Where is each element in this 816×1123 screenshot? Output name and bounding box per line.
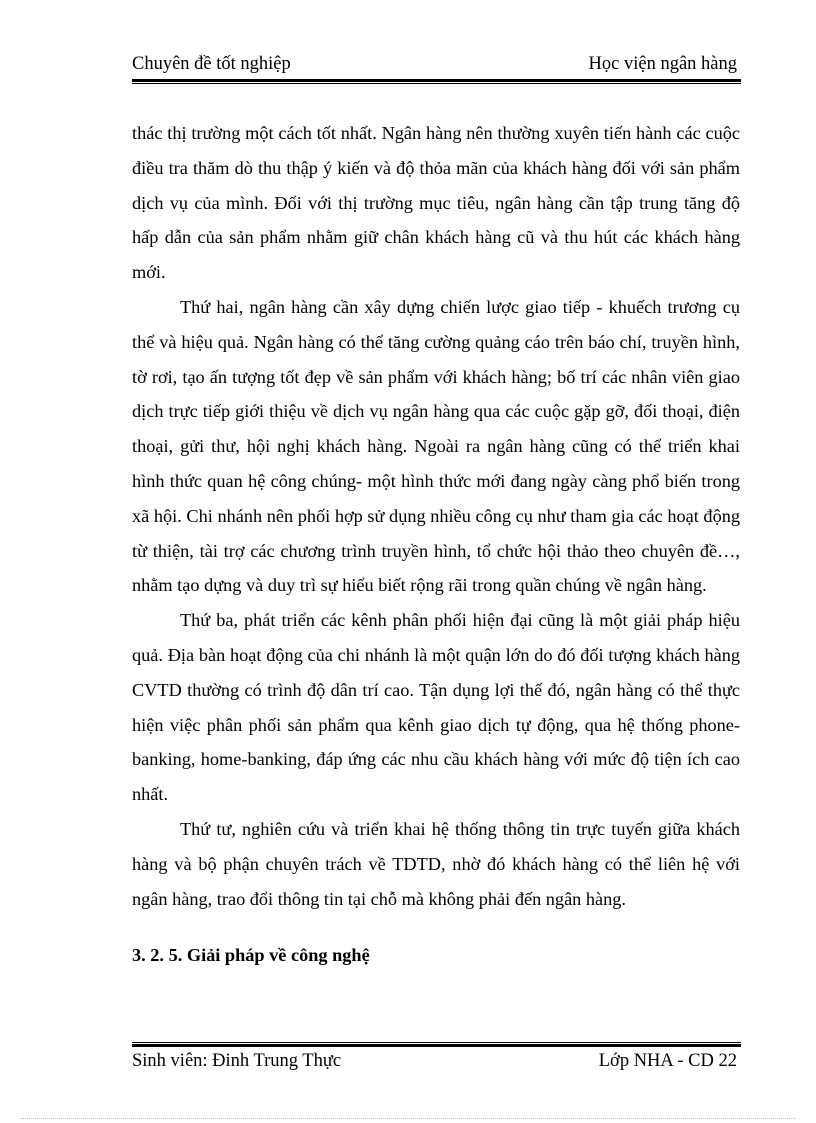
paragraph-continuation: thác thị trường một cách tốt nhất. Ngân hàng nên thường xuyên tiến hành các cuộc điều tra thăm dò thu thập ý kiến và độ thỏa mãn của khách hàng đối với sản phẩm dịch vụ của mình. Đối với thị trường mục tiêu, ngân hàng cần tập trung tăng độ hấp dẫn của sản phẩm nhằm giữ chân khách hàng cũ và thu hút các khách hàng mới. [132,123,740,283]
section-heading: 3. 2. 5. Giải pháp về công nghệ [132,945,370,965]
header-document-type: Chuyên đề tốt nghiệp [132,54,291,74]
paragraph-third-solution: Thứ ba, phát triển các kênh phân phối hiện đại cũng là một giải pháp hiệu quả. Địa bàn hoạt động của chi nhánh là một quận lớn do đó đối tượng khách hàng CVTD thường có trình độ dân trí cao. Tận dụng lợi thế đó, ngân hàng có thể thực hiện việc phân phối sản phẩm qua kênh giao dịch tự động, qua hệ thống phone-banking, home-banking, đáp ứng các nhu cầu khách hàng với mức độ tiện ích cao nhất. [132,610,740,805]
paragraph-second-solution: Thứ hai, ngân hàng cần xây dựng chiến lược giao tiếp - khuếch trương cụ thể và hiệu quả. Ngân hàng có thể tăng cường quảng cáo trên báo chí, truyền hình, tờ rơi, tạo ấn tượng tốt đẹp về sản phẩm với khách hàng; bố trí các nhân viên giao dịch trực tiếp giới thiệu về dịch vụ ngân hàng qua các cuộc gặp gỡ, đối thoại, điện thoại, gửi thư, hội nghị khách hàng. Ngoài ra ngân hàng cũng có thể triển khai hình thức quan hệ công chúng- một hình thức mới đang ngày càng phổ biến trong xã hội. Chi nhánh nên phối hợp sử dụng nhiều công cụ như tham gia các hoạt động từ thiện, tài trợ các chương trình truyền hình, tổ chức hội thảo theo chuyên đề…, nhằm tạo dựng và duy trì sự hiểu biết rộng rãi trong quần chúng về ngân hàng. [132,296,740,596]
page-header [132,52,737,78]
page-footer [132,1049,737,1075]
page-body [132,116,740,916]
header-institution: Học viện ngân hàng [588,54,737,74]
paragraph-fourth-solution: Thứ tư, nghiên cứu và triển khai hệ thống thông tin trực tuyến giữa khách hàng và bộ phận chuyên trách về TDTD, nhờ đó khách hàng có thể liên hệ với ngân hàng, trao đổi thông tin tại chỗ mà không phải đến ngân hàng. [132,818,740,909]
footer-divider [132,1042,741,1047]
footer-student-name: Sinh viên: Đinh Trung Thực [132,1051,342,1071]
footer-class-name: Lớp NHA - CD 22 [598,1051,737,1071]
page-bottom-edge [20,1118,796,1119]
header-divider [132,79,741,84]
